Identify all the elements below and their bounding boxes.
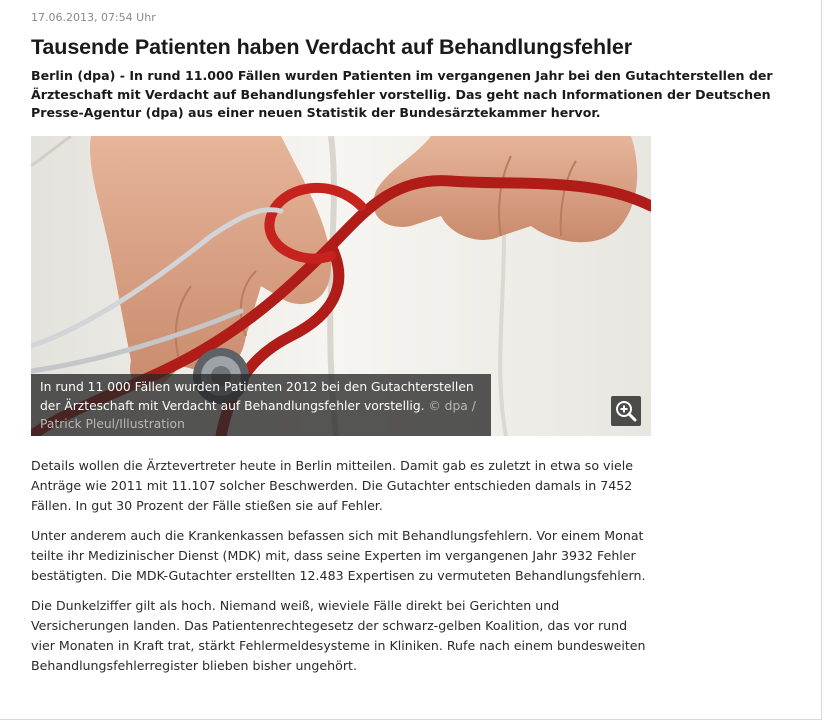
zoom-button[interactable] [611, 396, 641, 426]
article-photo[interactable] [31, 136, 651, 436]
body-paragraph: Unter anderem auch die Krankenkassen befassen sich mit Behandlungsfehlern. Vor einem Monat teilte ihr Medizinischer Dienst (MDK) mit, dass seine Experten im vergangenen Jahr 3932 Fehler bestätigten. Die MDK-Gutachter erstellten 12.483 Expertisen zu vermuteten Behandlungsfehlern. [31, 528, 646, 583]
article-headline: Tausende Patienten haben Verdacht auf Behandlungsfehler [31, 35, 633, 59]
photo-credit: © dpa / Patrick Pleul/Illustration [40, 398, 476, 431]
photo-caption [31, 374, 491, 436]
body-paragraph: Die Dunkelziffer gilt als hoch. Niemand weiß, wieviele Fälle direkt bei Gerichten und Versicherungen landen. Das Patientenrechtegesetz der schwarz-gelben Koalition, das vor rund vier Monaten in Kraft trat, stärkt Fehlermeldesysteme in Kliniken. Rufe nach einem bundesweiten Behandlungsfehlerregister blieben bisher ungehört. [31, 598, 646, 673]
article-dateline: 17.06.2013, 07:54 Uhr [31, 11, 156, 24]
photo-caption-text: In rund 11 000 Fällen wurden Patienten 2012 bei den Gutachterstellen der Ärzteschaft mit Verdacht auf Behandlungsfehler vorstellig. [40, 380, 474, 413]
article-body [31, 456, 646, 686]
magnifier-plus-icon [611, 396, 641, 426]
body-paragraph: Details wollen die Ärztevertreter heute in Berlin mitteilen. Damit gab es zuletzt in etwa so viele Anträge wie 2011 mit 11.107 solcher Beschwerden. Die Gutachter entschieden damals in 7452 Fällen. In gut 30 Prozent der Fälle stießen sie auf Fehler. [31, 458, 634, 513]
article-lead: Berlin (dpa) - In rund 11.000 Fällen wurden Patienten im vergangenen Jahr bei den Gutachterstellen der Ärzteschaft mit Verdacht auf Behandlungsfehler vorstellig. Das geht nach Informationen der Deutschen Presse-Agentur (dpa) aus einer neuen Statistik der Bundesärztekammer hervor. [31, 68, 773, 121]
